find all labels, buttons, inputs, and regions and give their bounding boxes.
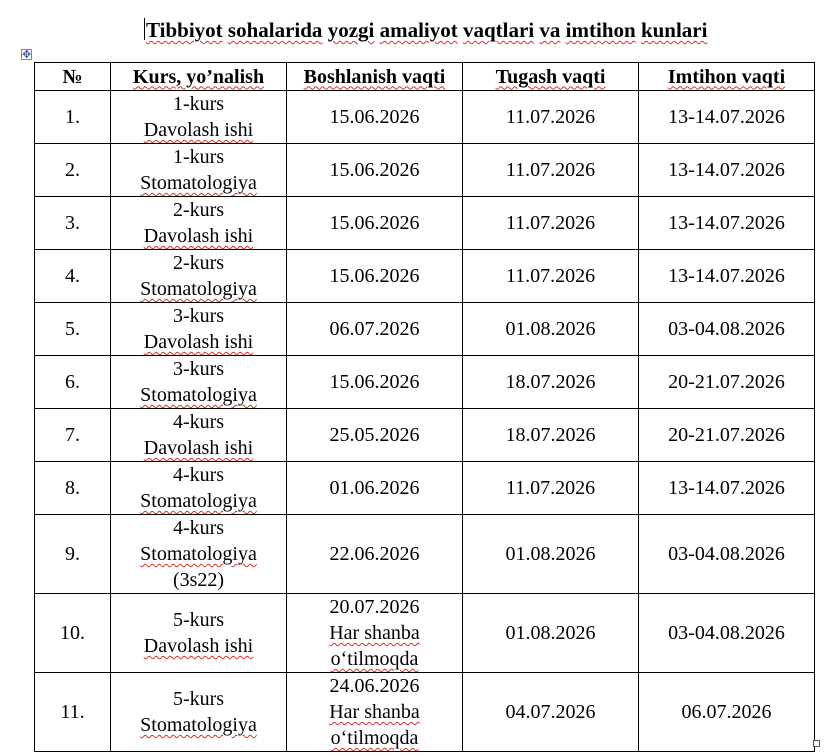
course-year: 4-kurs	[172, 517, 225, 539]
course-year: 1-kurs	[172, 146, 225, 168]
row-number: 9.	[35, 515, 111, 594]
start-cell	[287, 673, 463, 752]
course-direction: Stomatologiya	[140, 278, 257, 300]
course-year: 3-kurs	[172, 358, 225, 380]
row-number: 7.	[35, 409, 111, 462]
row-number: 3.	[35, 197, 111, 250]
start-note: o‘tilmoqda	[330, 648, 419, 670]
course-year: 3-kurs	[172, 305, 225, 327]
start-cell: 25.05.2026	[287, 409, 463, 462]
start-cell: 15.06.2026	[287, 144, 463, 197]
course-cell	[111, 515, 287, 594]
start-cell: 01.06.2026	[287, 462, 463, 515]
course-direction: Davolash ishi	[143, 635, 254, 657]
course-cell	[111, 462, 287, 515]
course-cell	[111, 144, 287, 197]
end-cell: 01.08.2026	[463, 594, 639, 673]
end-cell: 18.07.2026	[463, 356, 639, 409]
course-direction: Stomatologiya	[140, 172, 257, 194]
title-word: sohalarida	[227, 18, 323, 42]
title-word: vaqtlari	[463, 18, 535, 42]
start-cell: 15.06.2026	[287, 250, 463, 303]
row-number: 10.	[35, 594, 111, 673]
table-row	[35, 462, 815, 515]
course-cell	[111, 673, 287, 752]
course-year: 5-kurs	[172, 688, 225, 710]
end-cell: 18.07.2026	[463, 409, 639, 462]
exam-cell: 03-04.08.2026	[639, 515, 815, 594]
end-cell: 04.07.2026	[463, 673, 639, 752]
exam-cell: 13-14.07.2026	[639, 197, 815, 250]
table-row	[35, 197, 815, 250]
course-cell	[111, 250, 287, 303]
course-direction: Stomatologiya	[140, 384, 257, 406]
course-direction: Stomatologiya	[140, 490, 257, 512]
exam-cell: 06.07.2026	[639, 673, 815, 752]
course-direction: Stomatologiya	[140, 714, 257, 736]
header-start	[287, 63, 463, 91]
header-end	[463, 63, 639, 91]
start-note: o‘tilmoqda	[330, 727, 419, 749]
text-cursor	[144, 18, 145, 40]
course-direction: Davolash ishi	[143, 225, 254, 247]
row-number: 5.	[35, 303, 111, 356]
row-number: 1.	[35, 91, 111, 144]
header-number: №	[35, 63, 111, 91]
course-direction: Davolash ishi	[143, 437, 254, 459]
course-cell	[111, 356, 287, 409]
title-word: kunlari	[640, 18, 708, 42]
end-cell: 01.08.2026	[463, 303, 639, 356]
start-cell	[287, 594, 463, 673]
table-row	[35, 409, 815, 462]
end-cell: 11.07.2026	[463, 91, 639, 144]
course-cell	[111, 409, 287, 462]
exam-cell: 13-14.07.2026	[639, 144, 815, 197]
table-row	[35, 515, 815, 594]
schedule-table	[34, 62, 815, 752]
table-row	[35, 356, 815, 409]
course-year: 5-kurs	[172, 609, 225, 631]
table-header-row	[35, 63, 815, 91]
title-word: imtihon	[565, 18, 636, 42]
row-number: 4.	[35, 250, 111, 303]
header-exam-label: Imtihon vaqti	[667, 65, 786, 88]
course-year: 4-kurs	[172, 464, 225, 486]
course-direction: Davolash ishi	[143, 119, 254, 141]
exam-cell: 13-14.07.2026	[639, 250, 815, 303]
table-row	[35, 673, 815, 752]
exam-cell: 13-14.07.2026	[639, 462, 815, 515]
table-row	[35, 91, 815, 144]
course-cell	[111, 303, 287, 356]
exam-cell: 03-04.08.2026	[639, 303, 815, 356]
exam-cell: 20-21.07.2026	[639, 409, 815, 462]
table-row	[35, 303, 815, 356]
start-cell: 15.06.2026	[287, 197, 463, 250]
exam-cell: 03-04.08.2026	[639, 594, 815, 673]
end-cell: 11.07.2026	[463, 197, 639, 250]
course-cell	[111, 594, 287, 673]
table-row	[35, 250, 815, 303]
header-course	[111, 63, 287, 91]
table-row	[35, 594, 815, 673]
square-resize-icon[interactable]	[813, 740, 820, 747]
start-cell: 22.06.2026	[287, 515, 463, 594]
end-cell: 11.07.2026	[463, 462, 639, 515]
course-year: 1-kurs	[172, 93, 225, 115]
start-note: Har shanba	[329, 701, 420, 723]
end-cell: 11.07.2026	[463, 144, 639, 197]
end-cell: 11.07.2026	[463, 250, 639, 303]
course-direction: Stomatologiya	[140, 543, 257, 565]
four-arrow-move-icon[interactable]: ✥	[22, 48, 32, 61]
header-course-label: Kurs, yo’nalish	[132, 65, 265, 88]
exam-cell: 20-21.07.2026	[639, 356, 815, 409]
row-number: 8.	[35, 462, 111, 515]
course-direction: Davolash ishi	[143, 331, 254, 353]
start-date: 24.06.2026	[329, 675, 420, 697]
row-number: 6.	[35, 356, 111, 409]
start-date: 20.07.2026	[329, 596, 420, 618]
title-word: va	[539, 18, 561, 42]
row-number: 2.	[35, 144, 111, 197]
title-word: Tibbiyot	[146, 18, 223, 42]
start-cell: 06.07.2026	[287, 303, 463, 356]
document-title[interactable]	[144, 16, 707, 44]
exam-cell: 13-14.07.2026	[639, 91, 815, 144]
end-cell: 01.08.2026	[463, 515, 639, 594]
start-cell: 15.06.2026	[287, 91, 463, 144]
course-year: 4-kurs	[172, 411, 225, 433]
title-word: yozgi	[327, 18, 375, 42]
table-row	[35, 144, 815, 197]
course-group: (3s22)	[172, 569, 225, 591]
course-year: 2-kurs	[172, 252, 225, 274]
row-number: 11.	[35, 673, 111, 752]
header-end-label: Tugash vaqti	[495, 65, 606, 88]
header-start-label: Boshlanish vaqti	[303, 65, 446, 88]
course-cell	[111, 197, 287, 250]
start-note: Har shanba	[329, 622, 420, 644]
header-exam	[639, 63, 815, 91]
course-year: 2-kurs	[172, 199, 225, 221]
course-cell	[111, 91, 287, 144]
title-word: amaliyot	[379, 18, 458, 42]
start-cell: 15.06.2026	[287, 356, 463, 409]
